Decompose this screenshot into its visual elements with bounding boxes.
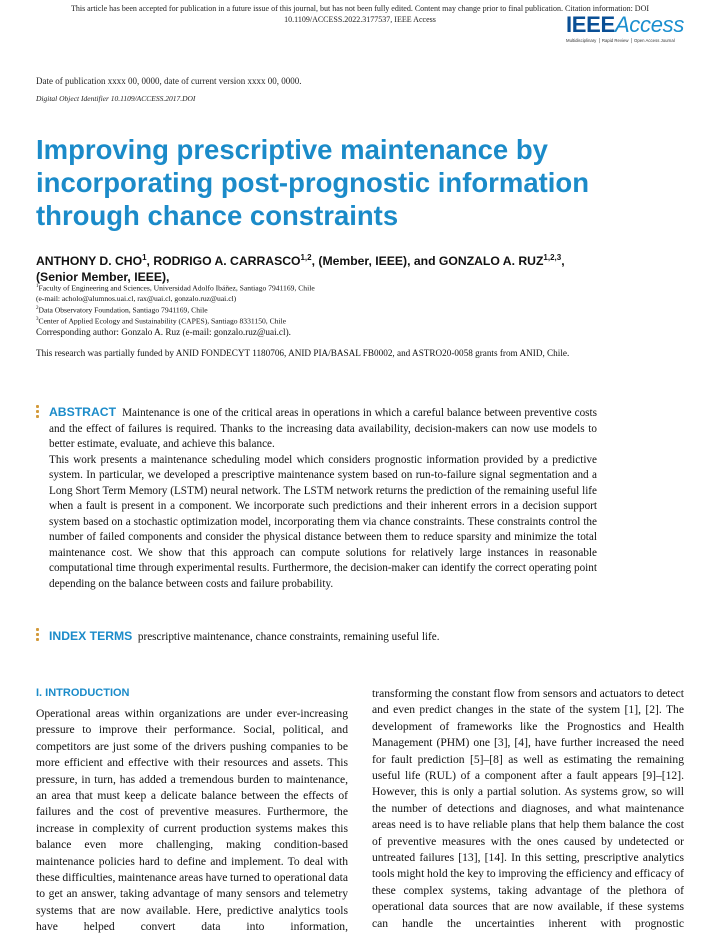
corresponding-author: Corresponding author: Gonzalo A. Ruz (e-mail: gonzalo.ruz@uai.cl). [36,327,291,337]
author-list: ANTHONY D. CHO$^1$, RODRIGO A. CARRASCO$^{1,2}$, (Member, IEEE), and GONZALO A. RUZ$^{1,2,3}$, (Senior Member, IEEE), [36,253,565,285]
affiliation-2: $^2$Data Observatory Foundation, Santiago 7941169, Chile [36,305,208,315]
funding-note: This research was partially funded by ANID FONDECYT 1180706, ANID PIA/BASAL FB0002, and ASTRO20-0058 grants from ANID, Chile. [36,348,570,358]
author-ruz: , (Member, IEEE), and GONZALO A. RUZ [311,254,544,269]
abstract [49,405,597,592]
affiliations [36,282,596,327]
affiliation-1: $^1$Faculty of Engineering and Sciences, Universidad Adolfo Ibáñez, Santiago 7941169, Chile [36,283,315,293]
affiliation-1-email: (e-mail: acholo@alumnos.uai.cl, rax@uai.cl, gonzalo.ruz@uai.cl) [36,293,237,303]
abstract-paragraph-2: This work presents a maintenance scheduling model which considers prognostic information provided by a predictive system. In particular, we developed a prescriptive maintenance system based on run-to-failure signal segmentation and a Long Short Term Memory (LSTM) neural network. The LSTM network returns the prediction of the remaining useful life when a fault is present in a component. We incorporate such predictions and their inherent errors in a decision support system based on a stochastic optimization model, incorporating them via chance constraints. These constraints control the number of failed components and consider the physical distance between them to reduce sparsity and minimize the total maintenance cost. We show that this approach can compute solutions for relatively large instances in reasonable computational time through experimental results. Furthermore, the decision-maker can identify the correct operating point depending on the balance between costs and failure probability. [49,453,597,590]
paper-title: Improving prescriptive maintenance by incorporating post-prognostic information through chance constraints [36,134,590,231]
doi-line: Digital Object Identifier 10.1109/ACCESS.2017.DOI [36,94,196,103]
index-terms-marker-icon [36,628,39,643]
logo-access-text: Access [614,12,685,37]
abstract-paragraph-1: Maintenance is one of the critical areas in operations in which a careful balance between preventive costs and the effect of failures is required. Thanks to the increasing data availability, decision-makers can now use models to better estimate, evaluate, and achieve this balance. [49,407,598,450]
logo-tagline: Multidisciplinary ⎪ Rapid Review ⎪ Open Access Journal [566,38,675,43]
index-terms-text: prescriptive maintenance, chance constraints, remaining useful life. [137,631,440,643]
abstract-label: ABSTRACT [49,405,117,419]
publication-date: Date of publication xxxx 00, 0000, date of current version xxxx 00, 0000. [36,76,302,86]
intro-left-column: Operational areas within organizations are under ever-increasing pressure to improve their performance. Social, political, and competitors are just some of the drivers pushing companies to be more efficient and effective with their resources and assets. This pressure, in turn, has added a tremendous burden to maintenance, an area that must keep a delicate balance between the effects of failures and the cost of preventive measures. Furthermore, the increase in complexity of current production systems makes this balance even more challenging, making condition-based maintenance policies hard to define and implement. To deal with these difficulties, maintenance areas have turned to operational data to get an answer, taking advantage of many sensors and telemetry systems that are now available. Here, predictive analytics tools have helped convert data into information, [36,707,348,934]
section-heading-introduction: I. INTRODUCTION [36,687,130,699]
intro-right-column: transforming the constant flow from sensors and actuators to detect and even predict changes in the state of the system [1], [2]. The development of frameworks like the Prognostics and Health Management (PHM) one [3], [4], have further increased the need for fault prediction [5]–[8] as well as estimating the remaining useful life (RUL) of a component after a fault appears [9]–[12]. However, this is only a partial solution. As systems grow, so will the number of detections and diagnoses, and what maintenance areas need is to have reliable plans that help them balance the cost of preventive measures with the ones caused by undetected or untreated failures [13], [14]. In this setting, prescriptive analytics tools might hold the key to improving the efficiency and efficacy of these complex systems, taking advantage of the plethora of operational data sources that are now available, if these systems can handle the uncertainties inherent with prognostic [372,687,684,930]
index-terms-label: INDEX TERMS [49,629,133,643]
abstract-marker-icon [36,405,39,420]
author-cho: ANTHONY D. CHO [36,254,143,269]
index-terms [49,629,609,645]
author-carrasco: , RODRIGO A. CARRASCO [146,254,301,269]
logo-ieee-text: IEEE [566,12,615,37]
journal-notice: This article has been accepted for publication in a future issue of this journal, but has not been fully edited. Content may change prior to final publication. Citation information: DOI 10.1109/ACCESS.2022.3177537, IEEE Access [70,4,650,24]
ieee-access-logo [566,12,685,44]
affiliation-3: $^3$Center of Applied Ecology and Sustainability (CAPES), Santiago 8331150, Chile [36,316,287,326]
